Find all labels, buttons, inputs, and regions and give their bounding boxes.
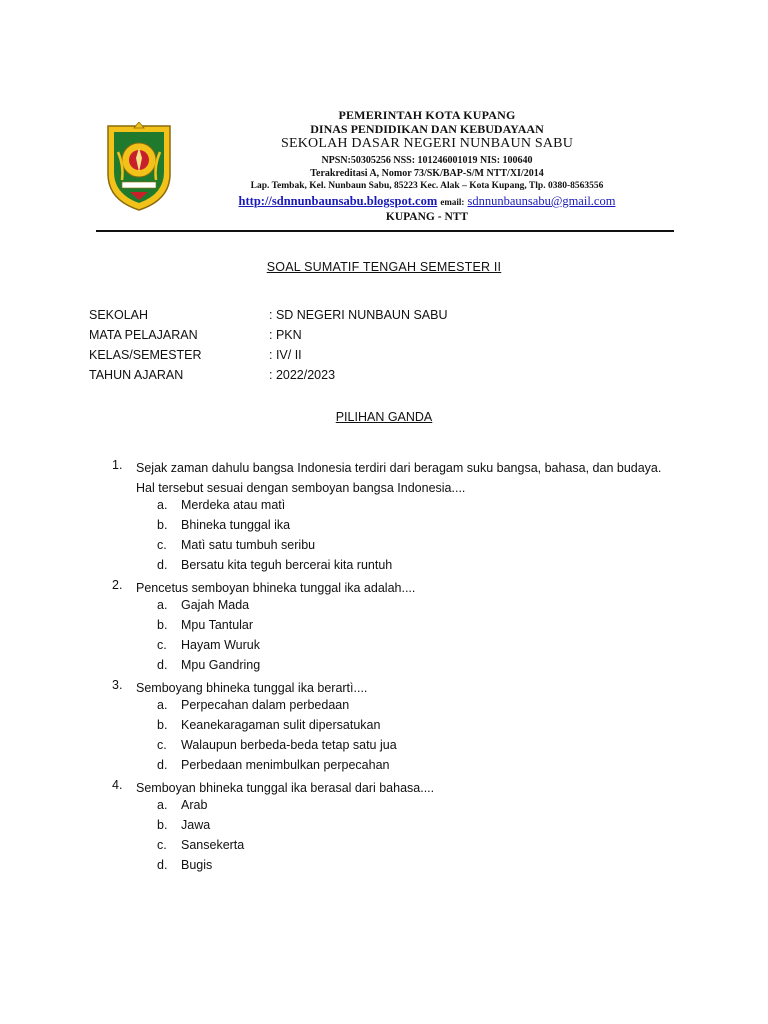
option-letter: b. <box>157 818 168 832</box>
option-letter: c. <box>157 538 167 552</box>
info-value: : 2022/2023 <box>269 368 336 382</box>
answer-option <box>0 718 768 738</box>
answer-option <box>0 518 768 538</box>
option-text: Jawa <box>181 818 211 832</box>
option-text: Perpecahan dalam perbedaan <box>181 698 350 712</box>
question-text: Pencetus semboyan bhineka tunggal ika adalah.... <box>136 581 416 595</box>
option-letter: a. <box>157 798 168 812</box>
government-name: PEMERINTAH KOTA KUPANG <box>338 108 516 122</box>
option-letter: b. <box>157 518 168 532</box>
option-letter: a. <box>157 498 168 512</box>
school-name: SEKOLAH DASAR NEGERI NUNBAUN SABU <box>280 136 574 151</box>
city-province: KUPANG - NTT <box>385 211 469 223</box>
option-letter: c. <box>157 838 167 852</box>
question-number: 4. <box>112 778 123 792</box>
option-letter: d. <box>157 658 168 672</box>
option-letter: b. <box>157 618 168 632</box>
option-letter: a. <box>157 698 168 712</box>
option-text: Gajah Mada <box>181 598 250 612</box>
answer-option <box>0 598 768 618</box>
option-text: Mpu Gandring <box>181 658 261 672</box>
option-text: Perbedaan menimbulkan perpecahan <box>181 758 390 772</box>
city-emblem-logo <box>104 122 174 212</box>
answer-option <box>0 618 768 638</box>
option-text: Sansekerta <box>181 838 245 852</box>
option-letter: d. <box>157 858 168 872</box>
info-value: : SD NEGERI NUNBAUN SABU <box>269 308 448 322</box>
question-item <box>0 578 768 678</box>
answer-option <box>0 818 768 838</box>
option-text: Mpu Tantular <box>181 618 254 632</box>
info-value: : PKN <box>269 328 302 342</box>
question-number: 1. <box>112 458 123 472</box>
letterhead <box>96 100 676 230</box>
school-ids: NPSN:50305256 NSS: 101246001019 NIS: 100640 <box>321 155 533 166</box>
section-heading: PILIHAN GANDA <box>335 410 433 424</box>
option-text: Merdeka atau matì <box>181 498 286 512</box>
question-item <box>0 678 768 778</box>
contact-line <box>178 194 676 210</box>
question-text: Semboyang bhineka tunggal ika berartì.... <box>136 681 368 695</box>
answer-option <box>0 758 768 778</box>
letterhead-divider <box>96 230 674 232</box>
accreditation: Terakreditasi A, Nomor 73/SK/BAP-S/M NTT/XI/2014 <box>310 168 544 179</box>
question-item <box>0 778 768 878</box>
question-item <box>0 458 768 578</box>
option-letter: c. <box>157 638 167 652</box>
info-key: MATA PELAJARAN <box>89 328 198 342</box>
email-link[interactable]: sdnnunbaunsabu@gmail.com <box>467 194 616 208</box>
answer-option <box>0 798 768 818</box>
option-text: Keanekaragaman sulit dipersatukan <box>181 718 381 732</box>
answer-option <box>0 638 768 658</box>
option-text: Arab <box>181 798 208 812</box>
option-text: Bugis <box>181 858 213 872</box>
option-letter: d. <box>157 758 168 772</box>
option-text: Walaupun berbeda-beda tetap satu jua <box>181 738 397 752</box>
question-text: Semboyan bhineka tunggal ika berasal dari bahasa.... <box>136 781 435 795</box>
answer-option <box>0 538 768 558</box>
email-label: email: <box>440 197 465 207</box>
option-text: Hayam Wuruk <box>181 638 260 652</box>
option-letter: b. <box>157 718 168 732</box>
option-text: Bhineka tunggal ika <box>181 518 291 532</box>
info-key: SEKOLAH <box>89 308 149 322</box>
option-letter: d. <box>157 558 168 572</box>
answer-option <box>0 858 768 878</box>
department-name: DINAS PENDIDIKAN DAN KEBUDAYAAN <box>310 122 544 136</box>
option-letter: a. <box>157 598 168 612</box>
info-key: TAHUN AJARAN <box>89 368 184 382</box>
option-letter: c. <box>157 738 167 752</box>
answer-option <box>0 498 768 518</box>
answer-option <box>0 698 768 718</box>
question-text: Sejak zaman dahulu bangsa Indonesia terdiri dari beragam suku bangsa, bahasa, dan budaya. Hal tersebut sesuai dengan semboyan bangsa Indonesia.... <box>136 461 662 495</box>
school-address: Lap. Tembak, Kel. Nunbaun Sabu, 85223 Kec. Alak – Kota Kupang, Tlp. 0380-8563556 <box>250 181 604 191</box>
answer-option <box>0 738 768 758</box>
question-number: 3. <box>112 678 123 692</box>
website-link[interactable]: http://sdnnunbaunsabu.blogspot.com <box>238 194 438 208</box>
letterhead-text <box>178 108 676 224</box>
info-value: : IV/ II <box>269 348 302 362</box>
answer-option <box>0 658 768 678</box>
answer-option <box>0 838 768 858</box>
exam-title: SOAL SUMATIF TENGAH SEMESTER II <box>266 260 502 274</box>
question-list <box>0 458 768 878</box>
option-text: Bersatu kita teguh bercerai kita runtuh <box>181 558 393 572</box>
answer-option <box>0 558 768 578</box>
question-number: 2. <box>112 578 123 592</box>
option-text: Matì satu tumbuh seribu <box>181 538 316 552</box>
info-key: KELAS/SEMESTER <box>89 348 202 362</box>
